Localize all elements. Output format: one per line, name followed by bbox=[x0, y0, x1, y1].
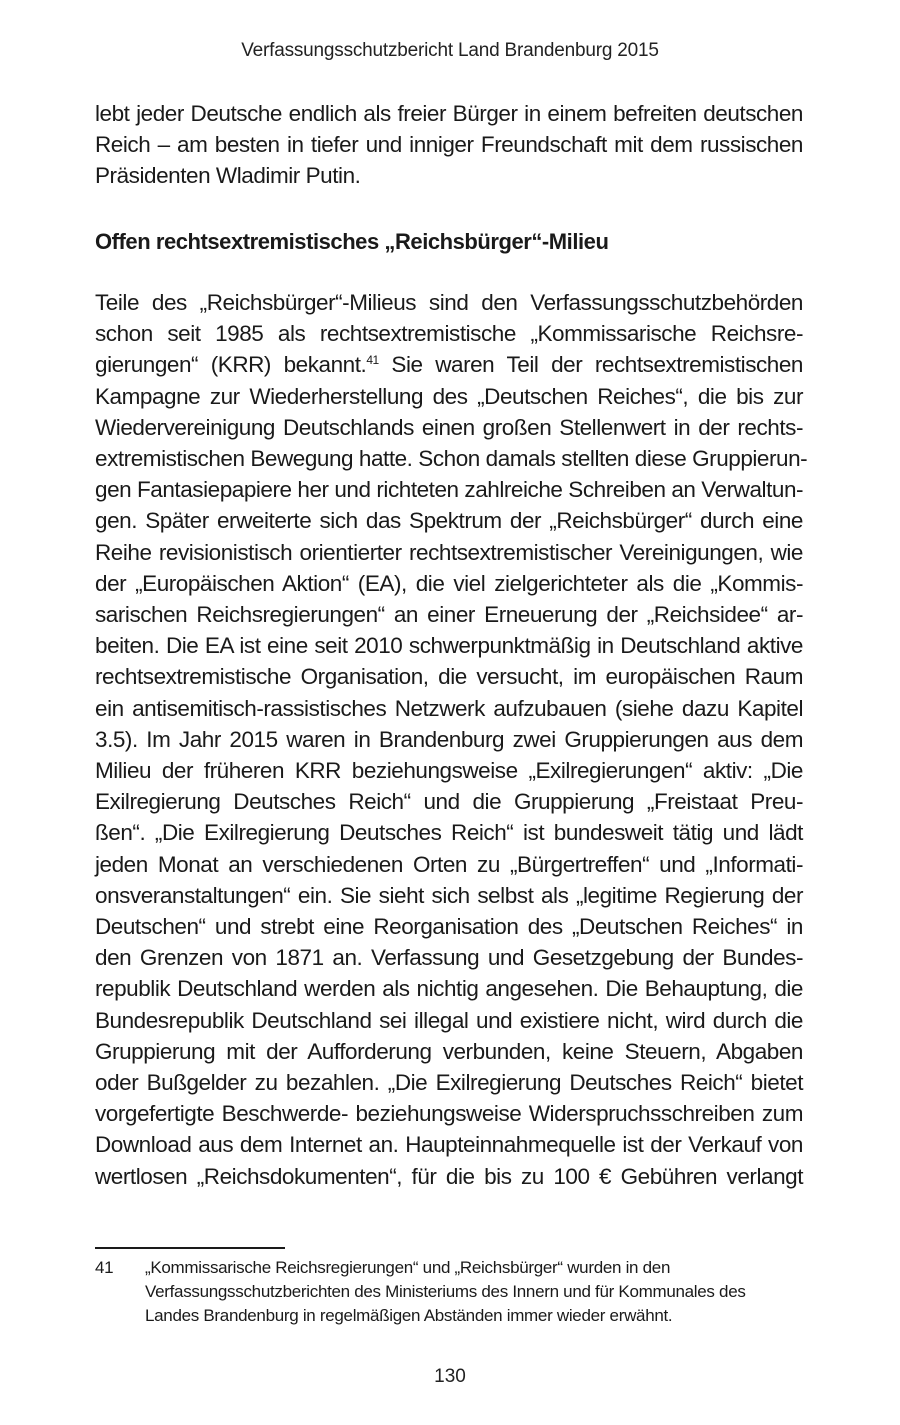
text-line: Exilregierung Deutsches Reich“ und die Gruppierung „Freistaat Preu- bbox=[95, 789, 803, 815]
text-line: der „Europäischen Aktion“ (EA), die viel zielgerichteter als die „Kommis- bbox=[95, 570, 803, 596]
text-line: onsveranstaltungen“ ein. Sie sieht sich selbst als „legitime Regierung der bbox=[95, 882, 803, 908]
text-line: lebt jeder Deutsche endlich als freier Bürger in einem befreiten deutschen bbox=[95, 101, 803, 126]
intro-paragraph bbox=[95, 98, 803, 192]
text-line: Präsidenten Wladimir Putin. bbox=[95, 163, 361, 189]
text-line: beiten. Die EA ist eine seit 2010 schwerpunktmäßig in Deutschland aktive bbox=[95, 633, 803, 659]
text-line: ein antisemitisch-rassistisches Netzwerk aufzubauen (siehe dazu Kapitel bbox=[95, 695, 803, 721]
text-line: Download aus dem Internet an. Haupteinnahmequelle ist der Verkauf von bbox=[95, 1132, 803, 1158]
footnote-line: Verfassungsschutzberichten des Ministeriums des Innern und für Kommunales des bbox=[145, 1282, 746, 1301]
text-line: sarischen Reichsregierungen“ an einer Erneuerung der „Reichsidee“ ar- bbox=[95, 602, 803, 628]
text-line: Milieu der früheren KRR beziehungsweise „Exilregierungen“ aktiv: „Die bbox=[95, 758, 803, 784]
text-line: gen. Später erweiterte sich das Spektrum der „Reichsbürger“ durch eine bbox=[95, 508, 803, 534]
text-line: schon seit 1985 als rechtsextremistische „Kommissarische Reichsre- bbox=[95, 321, 803, 347]
footnote-line: Landes Brandenburg in regelmäßigen Abständen immer wieder erwähnt. bbox=[145, 1306, 673, 1325]
text-segment: gierungen“ (KRR) bekannt. bbox=[95, 352, 367, 378]
text-line: Bundesrepublik Deutschland sei illegal und existiere nicht, wird durch die bbox=[95, 1007, 803, 1033]
footnote-divider bbox=[95, 1247, 285, 1249]
footnote-text bbox=[145, 1256, 825, 1328]
text-line: Gruppierung mit der Aufforderung verbunden, keine Steuern, Abgaben bbox=[95, 1038, 803, 1064]
text-line: 3.5). Im Jahr 2015 waren in Brandenburg zwei Gruppierungen aus dem bbox=[95, 726, 803, 752]
text-line: jeden Monat an verschiedenen Orten zu „Bürgertreffen“ und „Informati- bbox=[95, 851, 803, 877]
text-line: Wiedervereinigung Deutschlands einen großen Stellenwert in der rechts- bbox=[95, 414, 803, 440]
text-line: Teile des „Reichsbürger“-Milieus sind den Verfassungsschutzbehörden bbox=[95, 290, 803, 315]
text-segment: Sie waren Teil der rechtsextremistischen bbox=[378, 352, 803, 378]
text-line: Kampagne zur Wiederherstellung des „Deutschen Reiches“, die bis zur bbox=[95, 383, 803, 409]
text-line: wertlosen „Reichsdokumenten“, für die bis zu 100 € Gebühren verlangt bbox=[95, 1163, 803, 1189]
footnote-line: „Kommissarische Reichsregierungen“ und „Reichsbürger“ wurden in den bbox=[145, 1258, 671, 1277]
text-line: Reich – am besten in tiefer und inniger Freundschaft mit dem russischen bbox=[95, 132, 803, 158]
text-line: rechtsextremistische Organisation, die versucht, im europäischen Raum bbox=[95, 664, 803, 690]
text-line: Deutschen“ und strebt eine Reorganisation des „Deutschen Reiches“ in bbox=[95, 914, 803, 940]
page-number: 130 bbox=[434, 1366, 466, 1387]
text-line-with-footnote-ref bbox=[95, 349, 803, 380]
text-line: Reihe revisionistisch orientierter rechtsextremistischer Vereinigungen, wie bbox=[95, 539, 803, 565]
text-line: vorgefertigte Beschwerde- beziehungsweise Widerspruchsschreiben zum bbox=[95, 1101, 803, 1127]
text-line: republik Deutschland werden als nichtig angesehen. Die Behauptung, die bbox=[95, 976, 803, 1002]
section-heading: Offen rechtsextremistisches „Reichsbürger“-Milieu bbox=[95, 229, 609, 254]
body-paragraph bbox=[95, 287, 808, 1192]
text-line: ßen“. „Die Exilregierung Deutsches Reich“ ist bundesweit tätig und lädt bbox=[95, 820, 803, 846]
footnote-reference[interactable]: 41 bbox=[366, 353, 379, 368]
text-line: extremistischen Bewegung hatte. Schon damals stellten diese Gruppierun- bbox=[95, 446, 808, 472]
text-line: oder Bußgelder zu bezahlen. „Die Exilregierung Deutsches Reich“ bietet bbox=[95, 1070, 803, 1096]
text-line: den Grenzen von 1871 an. Verfassung und Gesetzgebung der Bundes- bbox=[95, 945, 803, 971]
text-line: gen Fantasiepapiere her und richteten zahlreiche Schreiben an Verwaltun- bbox=[95, 477, 804, 503]
footnote-number: 41 bbox=[95, 1258, 114, 1277]
running-header: Verfassungsschutzbericht Land Brandenburg 2015 bbox=[241, 40, 659, 61]
